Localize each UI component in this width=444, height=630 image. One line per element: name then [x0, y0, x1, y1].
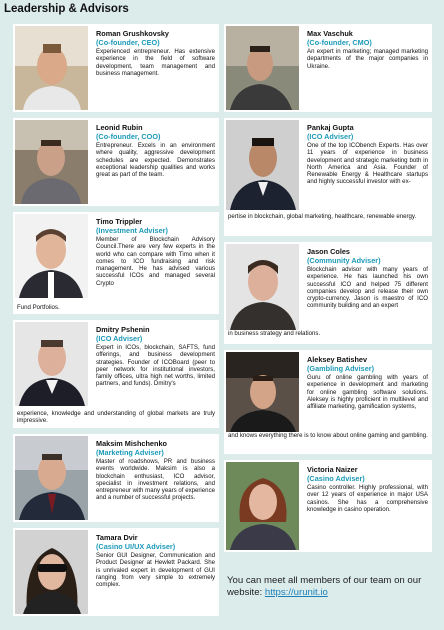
- member-name: Aleksey Batishev: [307, 355, 368, 364]
- member-photo: [15, 322, 88, 406]
- member-bio-continued: and knows everything there is to know about online gaming and gambling.: [228, 432, 428, 439]
- member-photo: [226, 26, 299, 110]
- member-photo: [226, 352, 299, 432]
- website-link[interactable]: https://urunit.io: [264, 587, 328, 598]
- member-bio: Member of Blockchain Advisory Council.There are very few experts in the world who can compare with Timo when it comes to ICO fundraising and risk management. He has advised various successful ICOs and managed several Crypto: [96, 236, 215, 287]
- member-card: [13, 24, 219, 112]
- member-bio-continued: Fund Portfolios.: [17, 304, 60, 311]
- member-photo: [15, 120, 88, 204]
- member-bio: Casino controller. Highly professional, with over 12 years of experience in major USA casinos. She has a comprehensive knowledge in casino operation.: [307, 484, 428, 513]
- member-photo: [15, 530, 88, 614]
- member-photo: [15, 26, 88, 110]
- member-card: [224, 24, 432, 112]
- member-bio: Master of roadshows, PR and business events worldwide. Maksim is also a blockchain enthusiast, ICO advisor, specialist in investment relations, and entrepreneur with many years of experience and a number of successful projects.: [96, 458, 215, 502]
- member-card: [13, 118, 219, 206]
- member-card: [224, 242, 432, 344]
- footer-note: [227, 575, 441, 599]
- member-name: Timo Trippler: [96, 217, 143, 226]
- member-bio-continued: in business strategy and relations.: [228, 330, 321, 337]
- member-name: Pankaj Gupta: [307, 123, 354, 132]
- member-role: (ICO Adviser): [96, 334, 143, 343]
- member-name: Tamara Dvir: [96, 533, 138, 542]
- member-card: [224, 118, 432, 236]
- member-name: Victoria Naizer: [307, 465, 358, 474]
- member-bio: Blockchain advisor with many years of experience. He has launched his own successful ICO and helped 75 different companies develop and release their own crypto-currency. Jason is maestro of ICO community building and an expert: [307, 266, 428, 310]
- member-role: (Casino UI/UX Adviser): [96, 542, 176, 551]
- member-role: (Casino Adviser): [307, 474, 365, 483]
- member-name: Dmitry Pshenin: [96, 325, 150, 334]
- member-role: (ICO Adviser): [307, 132, 354, 141]
- member-card: [13, 212, 219, 314]
- member-photo: [226, 120, 299, 210]
- member-bio: An expert in marketing; managed marketing departments of the major companies in Ukraine.: [307, 48, 428, 70]
- member-photo: [226, 462, 299, 550]
- member-bio: Experienced entrepreneur. Has extensive experience in the field of software development, team management and business management.: [96, 48, 215, 77]
- member-card: [13, 320, 219, 428]
- member-role: (Co-founder, CMO): [307, 38, 372, 47]
- member-role: (Co-founder, CEO): [96, 38, 160, 47]
- member-photo: [15, 214, 88, 298]
- member-bio: Entrepreneur. Excels in an environment where quality, aggressive development schedules are expected. Demonstrates exceptional leadership qualities and works great as part of the team.: [96, 142, 215, 179]
- member-name: Roman Grushkovsky: [96, 29, 169, 38]
- member-bio-continued: experience, knowledge and understanding of global markets are truly impressive.: [17, 410, 215, 425]
- member-bio: One of the top ICObench Experts. Has over 11 years of experience in business development and strategic marketing both in North America and Asia. Founder of Renewable Energy & Healthcare startups and highly successful investor with ex-: [307, 142, 428, 186]
- member-role: (Marketing Adviser): [96, 448, 164, 457]
- member-card: [13, 434, 219, 522]
- member-role: (Co-founder, COO): [96, 132, 161, 141]
- member-card: [224, 350, 432, 454]
- member-card: [224, 460, 432, 552]
- member-role: (Community Adviser): [307, 256, 381, 265]
- member-bio-continued: pertise in blockchain, global marketing, healthcare, renewable energy.: [228, 213, 417, 220]
- footer-text: You can meet all members of our team on our website:: [227, 575, 422, 598]
- member-name: Leonid Rubin: [96, 123, 143, 132]
- member-bio: Senior GUI Designer, Communication and Product Designer at Hewlett Packard. She is unrivaled expert in development of GUI ranging from very simple to extremely complex.: [96, 552, 215, 589]
- section-title: Leadership & Advisors: [4, 3, 129, 15]
- member-bio: Expert in ICOs, blockchain, SAFTS, fund offerings, and business development strategies. Founder of ICOBoard (peer to peer network for institutional investors, family offices, ultra high net worths, limited partners, and funds). Dmitry's: [96, 344, 215, 388]
- member-card: [13, 528, 219, 616]
- member-role: (Gambling Adviser): [307, 364, 375, 373]
- member-bio: Guru of online gambling with years of experience in development and marketing for online gambling software solutions. Aleksey is highly proficient in multilevel and affiliate marketing, gamification systems,: [307, 374, 428, 411]
- member-name: Max Vaschuk: [307, 29, 353, 38]
- member-name: Maksim Mishchenko: [96, 439, 167, 448]
- member-photo: [226, 244, 299, 330]
- member-role: (Investment Adviser): [96, 226, 168, 235]
- member-name: Jason Coles: [307, 247, 350, 256]
- member-photo: [15, 436, 88, 520]
